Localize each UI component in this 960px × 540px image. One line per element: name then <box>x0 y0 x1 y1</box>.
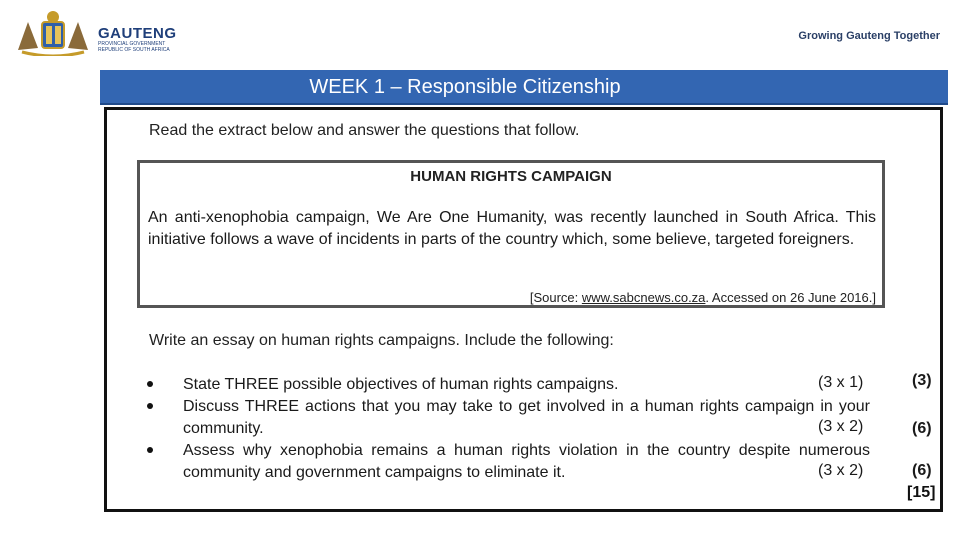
bullet-multiplier: (3 x 1) <box>818 374 864 391</box>
bullet-icon <box>147 381 153 387</box>
extract-source <box>530 290 876 305</box>
header <box>0 0 960 70</box>
source-prefix: [Source: <box>529 290 582 305</box>
bullet-icon <box>147 447 153 453</box>
brand-name: GAUTENG <box>98 25 177 42</box>
bullet-text: Assess why xenophobia remains a human rights violation in the country despite numerous community and government campaigns to eliminate it. <box>183 442 870 481</box>
total-marks: [15] <box>907 484 936 501</box>
bullet-text: State THREE possible objectives of human rights campaigns. <box>183 376 619 393</box>
source-suffix: . Accessed on 26 June 2016.] <box>705 290 876 305</box>
brand-subtitle <box>98 41 184 53</box>
brand <box>98 26 184 53</box>
source-link: www.sabcnews.co.za <box>581 290 706 305</box>
tagline: Growing Gauteng Together <box>798 30 940 42</box>
brand-sub-line-2: REPUBLIC OF SOUTH AFRICA <box>98 47 170 53</box>
bullet-multiplier: (3 x 2) <box>818 462 864 479</box>
extract-title: HUMAN RIGHTS CAMPAIGN <box>410 168 612 185</box>
bullet-icon <box>147 403 153 409</box>
bullet-multiplier: (3 x 2) <box>818 418 864 435</box>
question-sheet <box>104 107 943 512</box>
instruction-text: Read the extract below and answer the questions that follow. <box>149 122 580 139</box>
coat-of-arms-icon <box>12 8 92 56</box>
page-title: WEEK 1 – Responsible Citizenship <box>309 76 621 98</box>
bullet-mark: (3) <box>912 372 932 389</box>
brand-sub-line-1: PROVINCIAL GOVERNMENT <box>98 41 166 47</box>
extract-body: An anti-xenophobia campaign, We Are One Humanity, was recently launched in South Africa. This initiative follows a wave of incidents in parts of the country which, some believe, targeted foreigners. <box>148 209 876 248</box>
bullet-mark: (6) <box>912 420 932 437</box>
essay-prompt: Write an essay on human rights campaigns. Include the following: <box>149 332 614 349</box>
extract-box <box>137 160 885 308</box>
bullet-mark: (6) <box>912 462 932 479</box>
title-bar <box>100 70 948 105</box>
bullet-text: Discuss THREE actions that you may take to get involved in a human rights campaign in your community. <box>183 398 870 437</box>
